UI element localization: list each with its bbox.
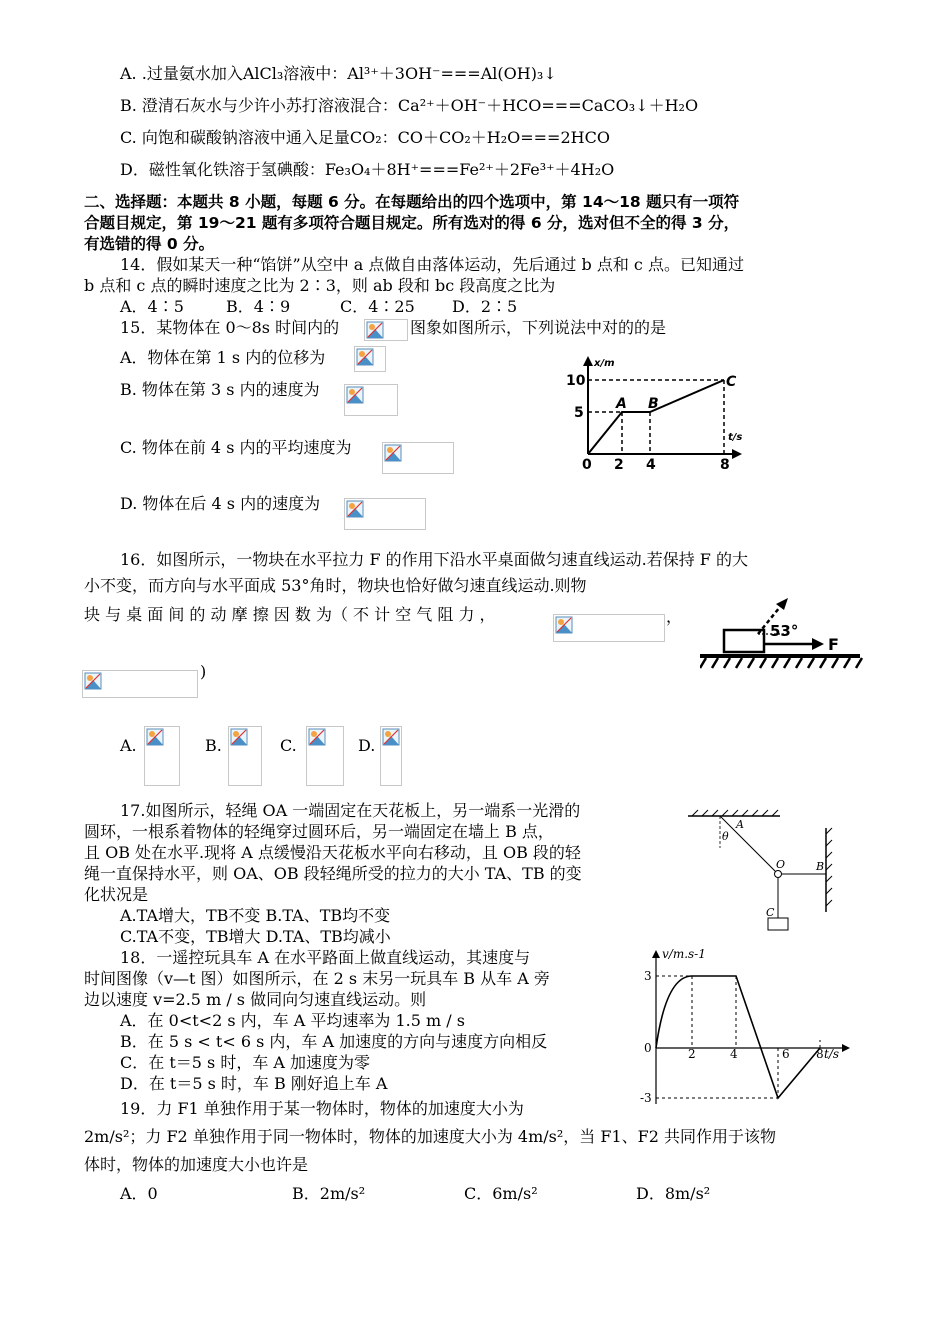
q17-label-a: A — [736, 818, 744, 831]
q18-graph-ytick-0: 0 — [644, 1041, 652, 1055]
q15-graph-x-label: t/s — [728, 432, 743, 443]
q15-stem-a: 15．某物体在 0～8s 时间内的 — [120, 318, 340, 337]
q15-graph-point-c: C — [726, 374, 737, 390]
q16-angle-label: 53° — [770, 622, 799, 640]
q15-option-b: B. 物体在第 3 s 内的速度为 — [120, 380, 320, 399]
q18-graph-ytick-neg3: -3 — [640, 1091, 652, 1105]
q15-graph-ytick-5: 5 — [574, 405, 584, 421]
q19-option-b: B．2m/s² — [292, 1184, 366, 1203]
q15-graph-ytick-10: 10 — [566, 373, 586, 389]
broken-image-placeholder — [144, 726, 180, 786]
broken-image-placeholder — [344, 384, 398, 416]
q18-vt-graph — [640, 944, 860, 1112]
broken-image-placeholder — [364, 319, 408, 341]
q13-option-b: B. 澄清石灰水与少许小苏打溶液混合：Ca²⁺＋OH⁻＋HCO===CaCO₃↓＋H₂O — [120, 96, 699, 115]
section2-line3: 有选错的得 0 分。 — [84, 235, 215, 253]
q14-line1: 14．假如某天一种“馅饼”从空中 a 点做自由落体运动，先后通过 b 点和 c 点。已知通过 — [120, 255, 744, 274]
q18-graph-xtick-8: 8 — [816, 1047, 824, 1061]
q18-graph-ytick-3: 3 — [644, 969, 652, 983]
broken-image-placeholder — [382, 442, 454, 474]
q14-line2: b 点和 c 点的瞬时速度之比为 2∶3，则 ab 段和 bc 段高度之比为 — [84, 276, 556, 295]
q18-graph-x-label: t/s — [824, 1047, 840, 1061]
q15-xt-graph — [560, 352, 760, 472]
q16-comma: ， — [666, 607, 683, 626]
q18-option-c: C．在 t＝5 s 时，车 A 加速度为零 — [120, 1053, 371, 1072]
q18-option-a: A．在 0<t<2 s 内，车 A 平均速率为 1.5 m / s — [120, 1011, 465, 1030]
q18-graph-xtick-4: 4 — [730, 1047, 738, 1061]
q15-graph-point-b: B — [648, 396, 659, 412]
q18-option-b: B．在 5 s < t< 6 s 内，车 A 加速度的方向与速度方向相反 — [120, 1032, 548, 1051]
q14-option-a: A．4∶5 — [120, 297, 184, 316]
q19-option-d: D．8m/s² — [636, 1184, 711, 1203]
q14-option-d: D．2∶5 — [452, 297, 518, 316]
q15-option-d: D. 物体在后 4 s 内的速度为 — [120, 494, 321, 513]
q17-label-o: O — [776, 858, 786, 871]
q17-line4: 绳一直保持水平，则 OA、OB 段轻绳所受的拉力的大小 TA、TB 的变 — [84, 864, 582, 883]
broken-image-placeholder — [306, 726, 344, 786]
q19-line3: 体时，物体的加速度大小也许是 — [84, 1155, 309, 1174]
q14-option-c: C．4∶25 — [340, 297, 415, 316]
q18-graph-xtick-2: 2 — [688, 1047, 696, 1061]
q13-option-c: C. 向饱和碳酸钠溶液中通入足量CO₂：CO＋CO₂＋H₂O===2HCO — [120, 128, 610, 147]
q16-force-label: F — [828, 635, 839, 654]
q17-options-row1: A.TA增大，TB不变 B.TA、TB均不变 — [120, 906, 391, 925]
q15-graph-xtick-4: 4 — [646, 457, 656, 472]
q16-block-figure — [700, 596, 870, 672]
q15-option-c: C. 物体在前 4 s 内的平均速度为 — [120, 438, 352, 457]
broken-image-placeholder — [553, 614, 665, 642]
q15-option-a: A．物体在第 1 s 内的位移为 — [120, 348, 326, 367]
q17-line3: 且 OB 处在水平.现将 A 点缓慢沿天花板水平向右移动，且 OB 段的轻 — [84, 843, 581, 862]
q13-option-d: D．磁性氧化铁溶于氢碘酸：Fe₃O₄＋8H⁺===Fe²⁺＋2Fe³⁺＋4H₂O — [120, 160, 615, 179]
q16-close-paren: ) — [200, 662, 207, 681]
q18-line1: 18．一遥控玩具车 A 在水平路面上做直线运动，其速度与 — [120, 948, 531, 967]
broken-image-placeholder — [354, 346, 386, 372]
q16-option-a: A. — [120, 736, 137, 755]
q18-line3: 边以速度 v=2.5 m / s 做同向匀速直线运动。则 — [84, 990, 427, 1009]
q17-options-row2: C.TA不变，TB增大 D.TA、TB均减小 — [120, 927, 391, 946]
q19-option-c: C．6m/s² — [464, 1184, 538, 1203]
q19-option-a: A．0 — [120, 1184, 158, 1203]
q16-option-b: B. — [205, 736, 222, 755]
q16-option-c: C. — [280, 736, 297, 755]
q17-line2: 圆环，一根系着物体的轻绳穿过圆环后，另一端固定在墙上 B 点， — [84, 822, 554, 841]
q16-line1: 16．如图所示，一物块在水平拉力 F 的作用下沿水平桌面做匀速直线运动.若保持 F 的大 — [120, 550, 748, 569]
q17-label-b: B — [816, 860, 825, 873]
q13-option-a: A. .过量氨水加入AlCl₃溶液中：Al³⁺＋3OH⁻===Al(OH)₃↓ — [120, 64, 557, 83]
q17-label-c: C — [766, 906, 775, 919]
q17-label-theta: θ — [722, 830, 729, 843]
q15-graph-y-label: x/m — [594, 358, 615, 369]
broken-image-placeholder — [344, 498, 426, 530]
q17-line1: 17.如图所示，轻绳 OA 一端固定在天花板上，另一端系一光滑的 — [120, 801, 581, 820]
q18-line2: 时间图像（v—t 图）如图所示，在 2 s 末另一玩具车 B 从车 A 旁 — [84, 969, 550, 988]
broken-image-placeholder — [82, 670, 198, 698]
section2-line2: 合题目规定，第 19～21 题有多项符合题目规定。所有选对的得 6 分，选对但不全的得 3 分， — [84, 214, 740, 232]
q15-graph-xtick-8: 8 — [720, 457, 730, 472]
q15-graph-point-a: A — [616, 396, 627, 412]
q15-graph-xtick-0: 0 — [582, 457, 592, 472]
q16-option-d: D. — [358, 736, 376, 755]
q14-option-b: B．4∶9 — [226, 297, 291, 316]
q18-graph-y-label: v/m.s-1 — [662, 947, 706, 961]
q17-rope-figure — [684, 808, 844, 936]
q19-line1: 19．力 F1 单独作用于某一物体时，物体的加速度大小为 — [120, 1099, 524, 1118]
q18-graph-xtick-6: 6 — [782, 1047, 790, 1061]
q19-line2: 2m/s²；力 F2 单独作用于同一物体时，物体的加速度大小为 4m/s²，当 F1、F2 共同作用于该物 — [84, 1127, 777, 1146]
q15-graph-xtick-2: 2 — [614, 457, 624, 472]
q16-line2: 小不变，而方向与水平面成 53°角时，物块也恰好做匀速直线运动.则物 — [84, 576, 587, 595]
broken-image-placeholder — [228, 726, 262, 786]
q17-line5: 化状况是 — [84, 885, 149, 904]
q15-stem-b: 图象如图所示，下列说法中对的的是 — [410, 318, 667, 337]
q18-option-d: D．在 t＝5 s 时，车 B 刚好追上车 A — [120, 1074, 388, 1093]
q16-line3: 块 与 桌 面 间 的 动 摩 擦 因 数 为（ 不 计 空 气 阻 力 ， — [84, 605, 496, 624]
broken-image-placeholder — [380, 726, 402, 786]
section2-line1: 二、选择题：本题共 8 小题，每题 6 分。在每题给出的四个选项中，第 14～18 题只有一项符 — [84, 193, 740, 211]
